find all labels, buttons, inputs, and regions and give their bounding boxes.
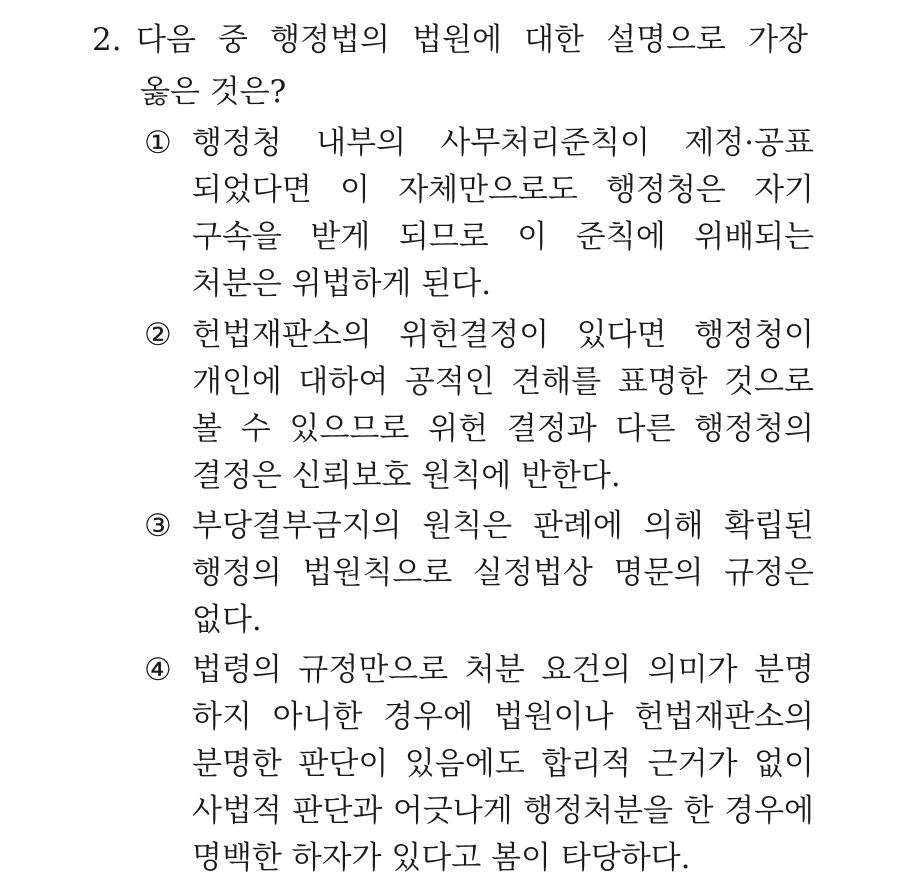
option-1-marker: ① — [144, 125, 172, 161]
option-4-line: 법령의 규정만으로 처분 요건의 의미가 분명 — [192, 652, 814, 688]
option-1-line: 되었다면 이 자체만으로도 행정청은 자기 — [192, 172, 814, 208]
option-2-line: 결정은 신뢰보호 원칙에 반한다. — [192, 458, 621, 494]
option-2-line: 개인에 대하여 공적인 견해를 표명한 것으로 — [192, 364, 814, 400]
option-4-line: 사법적 판단과 어긋나게 행정처분을 한 경우에 — [192, 793, 814, 829]
option-1-line: 처분은 위법하게 된다. — [192, 266, 492, 302]
option-4-line: 명백한 하자가 있다고 봄이 타당하다. — [192, 840, 691, 876]
option-2-line: 볼 수 있으므로 위헌 결정과 다른 행정청의 — [192, 411, 814, 447]
question-number: 2. — [92, 22, 122, 58]
option-4-line: 분명한 판단이 있음에도 합리적 근거가 없이 — [192, 746, 814, 782]
option-3-marker: ③ — [144, 508, 172, 544]
option-3-line: 행정의 법원칙으로 실정법상 명문의 규정은 — [192, 555, 814, 591]
option-3-line: 부당결부금지의 원칙은 판례에 의해 확립된 — [192, 508, 814, 544]
question-stem-line: 옳은 것은? — [140, 74, 287, 110]
option-4-marker: ④ — [144, 652, 172, 688]
option-3-line: 없다. — [192, 602, 262, 638]
option-1-line: 행정청 내부의 사무처리준칙이 제정·공표 — [192, 125, 814, 161]
option-1-line: 구속을 받게 되므로 이 준칙에 위배되는 — [192, 219, 814, 255]
option-4-line: 하지 아니한 경우에 법원이나 헌법재판소의 — [192, 699, 814, 735]
question-stem-line: 다음 중 행정법의 법원에 대한 설명으로 가장 — [136, 22, 808, 58]
option-2-line: 헌법재판소의 위헌결정이 있다면 행정청이 — [192, 317, 814, 353]
option-2-marker: ② — [144, 317, 172, 353]
